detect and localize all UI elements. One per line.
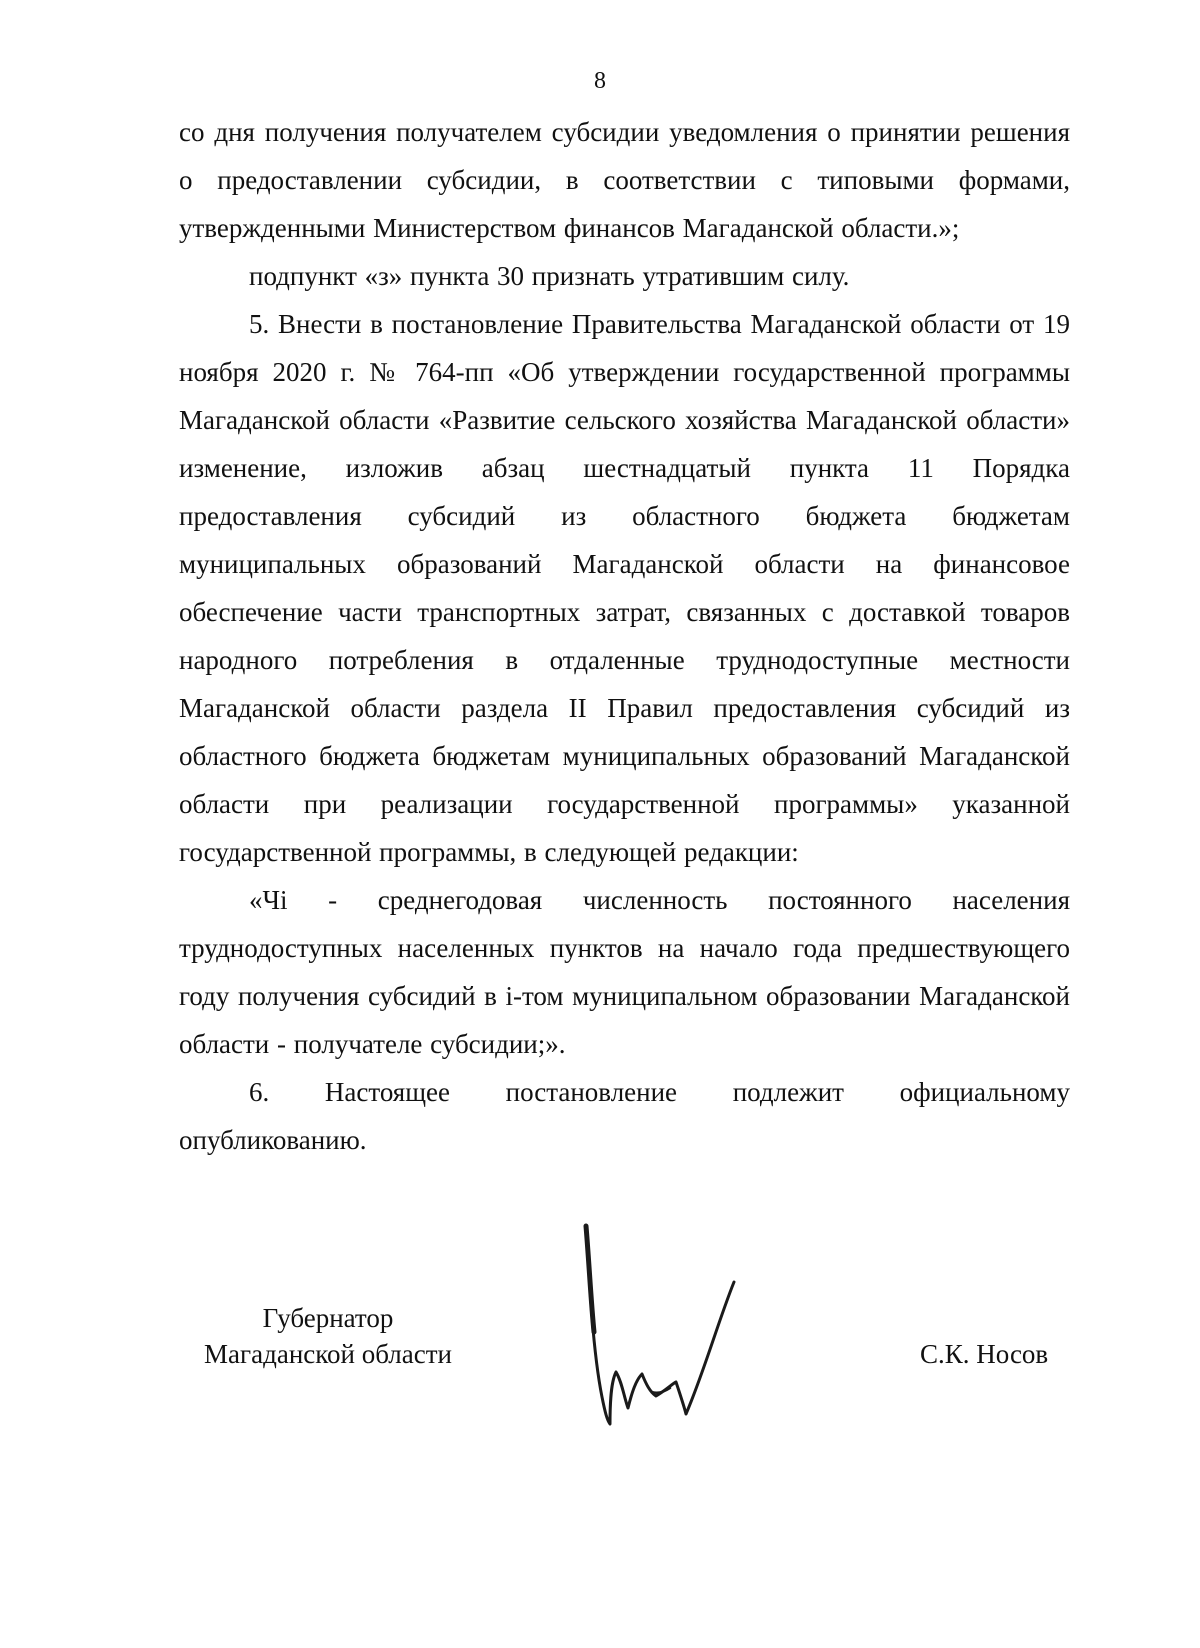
paragraph-subpoint-z: подпункт «з» пункта 30 признать утратившим силу. <box>249 261 850 291</box>
paragraph-item-5: 5. Внести в постановление Правительства Магаданской области от 19 ноября 2020 г. № 764-пп «Об утверждении государственной программы Магаданской области «Развитие сельского хозяйства Магаданской области» изменение, изложив абзац шестнадцатый пункта 11 Порядка предоставления субсидий из областного бюджета бюджетам муниципальных образований Магаданской области на финансовое обеспечение части транспортных затрат, связанных с доставкой товаров народного потребления в отдаленные труднодоступные местности Магаданской области раздела II Правил предоставления субсидий из областного бюджета бюджетам муниципальных образований Магаданской области при реализации государственной программы» указанной государственной программы, в следующей редакции: <box>179 309 1070 867</box>
page-number: 8 <box>594 68 606 94</box>
handwritten-signature <box>580 1222 780 1442</box>
paragraph-continuation: со дня получения получателем субсидии уведомления о принятии решения о предоставлении субсидии, в соответствии с типовыми формами, утвержденными Министерством финансов Магаданской области.»; <box>179 117 1070 243</box>
signatory-position <box>183 1300 473 1372</box>
document-body <box>179 108 1070 1164</box>
signatory-region: Магаданской области <box>204 1339 452 1369</box>
paragraph-item-6: 6. Настоящее постановление подлежит официальному опубликованию. <box>179 1077 1070 1155</box>
signatory-title: Губернатор <box>262 1303 394 1333</box>
paragraph-quoted-definition: «Чi - среднегодовая численность постоянного населения труднодоступных населенных пунктов на начало года предшествующего году получения субсидий в i-том муниципальном образовании Магаданской области - получателе субсидии;». <box>179 885 1070 1059</box>
signer-name: С.К. Носов <box>920 1339 1049 1369</box>
